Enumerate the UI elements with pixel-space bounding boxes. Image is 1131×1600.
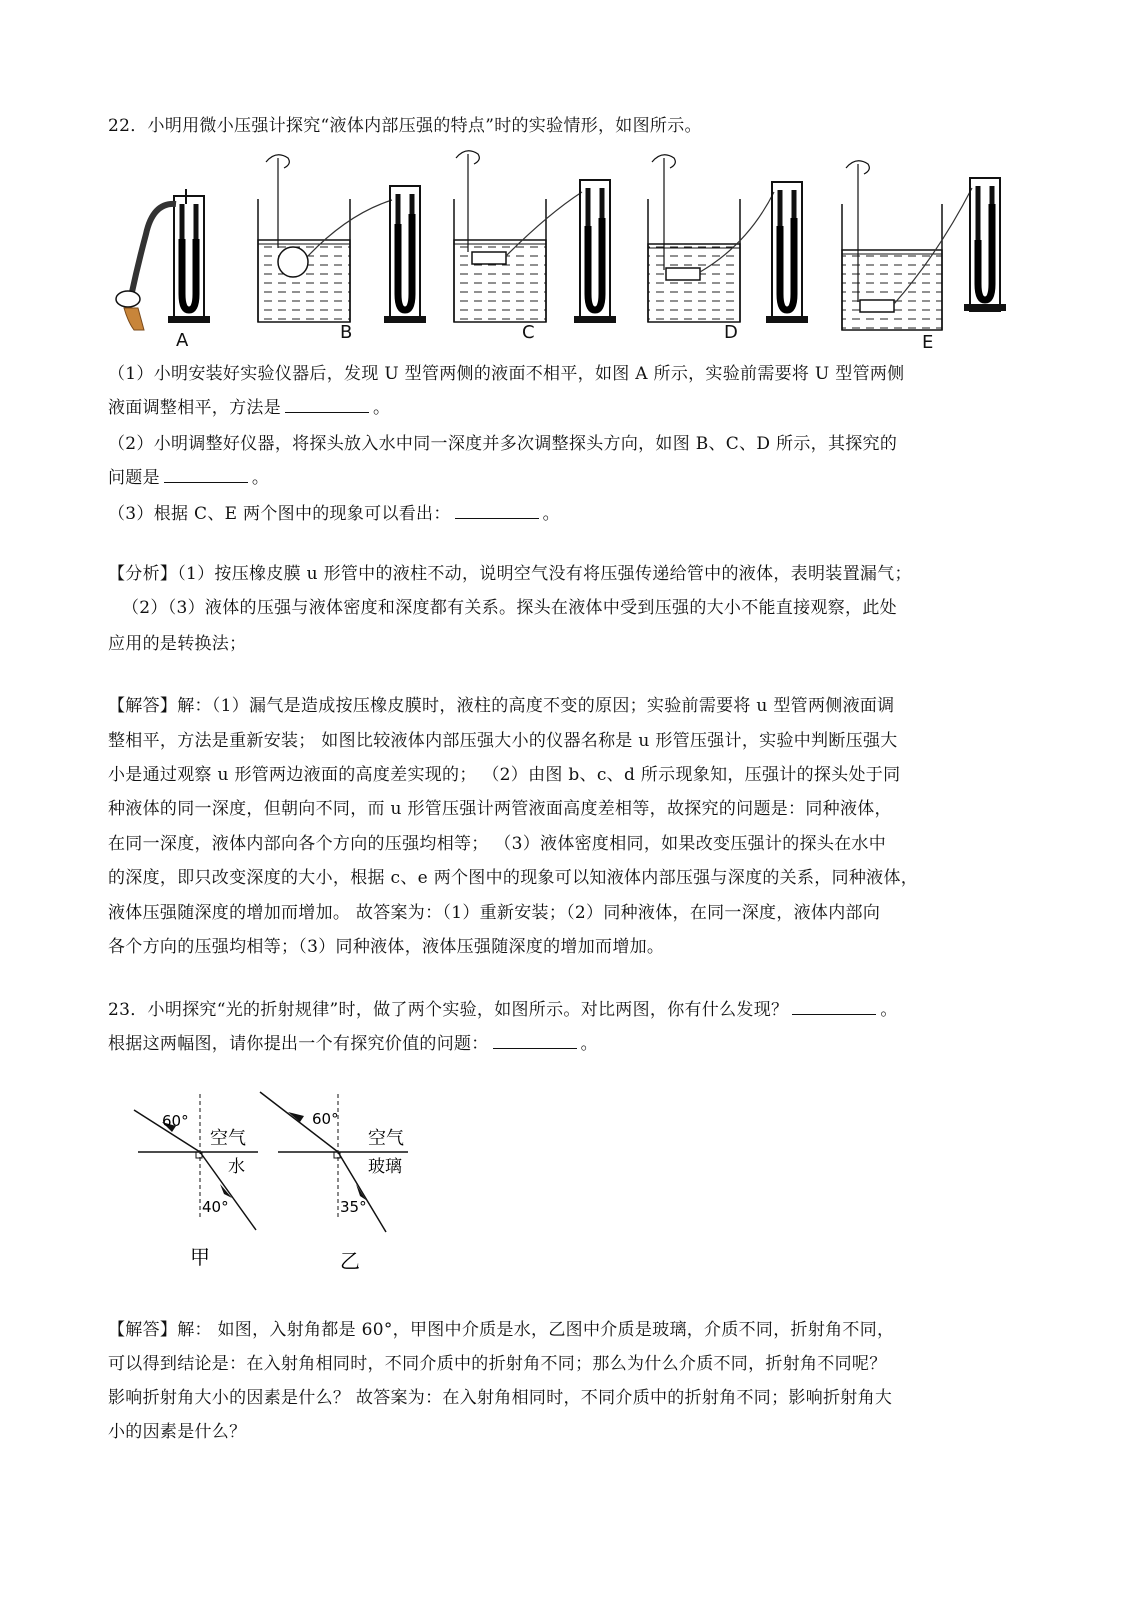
pressure-gauge-figure	[108, 144, 1028, 354]
figure-b-gauge	[258, 155, 426, 323]
answer-blank	[285, 398, 369, 413]
q22-part1-line1: （1）小明安装好实验仪器后，发现 U 型管两侧的液面不相平，如图 A 所示，实验前需要将 U 型管两侧	[108, 364, 905, 384]
q22-analysis-line: （2）（3）液体的压强与液体密度和深度都有关系。探头在液体中受到压强的大小不能直接观察，此处	[122, 598, 897, 618]
answer-blank	[164, 468, 248, 483]
yi-caption: 乙	[340, 1249, 360, 1273]
refraction-figure	[128, 1088, 428, 1278]
q23-prompt2: 根据这两幅图，请你提出一个有探究价值的问题：	[108, 1034, 489, 1054]
q22-answer-line: 各个方向的压强均相等；（3）同种液体，液体压强随深度的增加而增加。	[108, 937, 665, 957]
refraction-diagram-yi	[260, 1092, 408, 1273]
yi-refraction-angle: 35°	[340, 1198, 367, 1216]
q22-part2-line1: （2）小明调整好仪器，将探头放入水中同一深度并多次调整探头方向，如图 B、C、D 所示，其探究的	[108, 434, 898, 454]
q22-answer-line: 液体压强随深度的增加而增加。 故答案为：（1）重新安装；（2）同种液体，在同一深度，液体内部向	[108, 903, 881, 923]
figure-label-c: C	[522, 322, 535, 343]
figure-a-gauge	[116, 189, 210, 330]
q22-part1-line2	[108, 396, 390, 420]
yi-upper-medium: 空气	[368, 1128, 404, 1149]
answer-blank	[455, 504, 539, 519]
q22-analysis-line: 应用的是转换法；	[108, 634, 247, 654]
q23-question-line1	[108, 998, 898, 1022]
q23-question-line2	[108, 1032, 598, 1056]
figure-label-a: A	[176, 330, 189, 351]
q22-part2-end: 。	[251, 468, 270, 488]
refraction-diagram-jia	[134, 1094, 258, 1269]
q22-part3-end: 。	[542, 504, 560, 524]
yi-lower-medium: 玻璃	[368, 1157, 402, 1177]
q23-answer-line: 可以得到结论是：在入射角相同时，不同介质中的折射角不同；那么为什么介质不同，折射角不同呢？	[108, 1354, 887, 1374]
jia-caption: 甲	[190, 1245, 210, 1269]
jia-refraction-angle: 40°	[202, 1198, 229, 1216]
figure-label-e: E	[922, 332, 934, 353]
q23-answer-line: 小的因素是什么？	[108, 1422, 247, 1442]
q22-title: 22．小明用微小压强计探究“液体内部压强的特点”时的实验情形，如图所示。	[108, 116, 702, 136]
figure-c-gauge	[454, 151, 616, 323]
q22-analysis-line: 【分析】（1）按压橡皮膜 u 形管中的液柱不动，说明空气没有将压强传递给管中的液体，表明装置漏气；	[108, 564, 912, 584]
jia-upper-medium: 空气	[210, 1128, 246, 1149]
q23-prompt1: 23．小明探究“光的折射规律”时，做了两个实验，如图所示。对比两图，你有什么发现？	[108, 1000, 789, 1020]
q22-answer-line: 在同一深度，液体内部向各个方向的压强均相等； （3）液体密度相同，如果改变压强计的探头在水中	[108, 834, 887, 854]
answer-blank	[493, 1034, 577, 1049]
jia-lower-medium: 水	[228, 1157, 245, 1177]
q23-answer-line: 【解答】解： 如图，入射角都是 60°，甲图中介质是水，乙图中介质是玻璃，介质不同，折射角不同，	[108, 1320, 895, 1340]
q22-part1-end: 。	[373, 398, 391, 418]
jia-incident-angle: 60°	[162, 1112, 189, 1130]
yi-incident-angle: 60°	[312, 1110, 339, 1128]
q22-answer-line: 小是通过观察 u 形管两边液面的高度差实现的； （2）由图 b、c、d 所示现象知，压强计的探头处于同	[108, 765, 901, 785]
q22-answer-line: 【解答】解：（1）漏气是造成按压橡皮膜时，液柱的高度不变的原因；实验前需要将 u 型管两侧液面调	[108, 696, 895, 716]
q22-part1-prompt: 液面调整相平，方法是	[108, 398, 281, 418]
figure-d-gauge	[648, 155, 808, 323]
q22-part2-prompt: 问题是	[108, 468, 160, 488]
q22-answer-line: 的深度，即只改变深度的大小，根据 c、e 两个图中的现象可以知液体内部压强与深度的关系，同种液体，	[108, 868, 919, 888]
figure-label-b: B	[340, 322, 353, 343]
q23-end1: 。	[880, 1000, 898, 1020]
q22-part3-prompt: （3）根据 C、E 两个图中的现象可以看出：	[108, 504, 451, 524]
figure-label-d: D	[724, 322, 738, 343]
q23-answer-line: 影响折射角大小的因素是什么？ 故答案为：在入射角相同时，不同介质中的折射角不同；影响折射角大	[108, 1388, 893, 1408]
q22-part3-line	[108, 502, 560, 526]
q22-answer-line: 种液体的同一深度，但朝向不同，而 u 形管压强计两管液面高度差相等，故探究的问题是：同种液体，	[108, 799, 892, 819]
figure-e-gauge	[842, 161, 1006, 330]
q23-end2: 。	[580, 1034, 598, 1054]
q22-part2-line2	[108, 466, 269, 490]
q22-answer-line: 整相平，方法是重新安装； 如图比较液体内部压强大小的仪器名称是 u 形管压强计，实验中判断压强大	[108, 731, 898, 751]
answer-blank	[792, 1000, 876, 1015]
